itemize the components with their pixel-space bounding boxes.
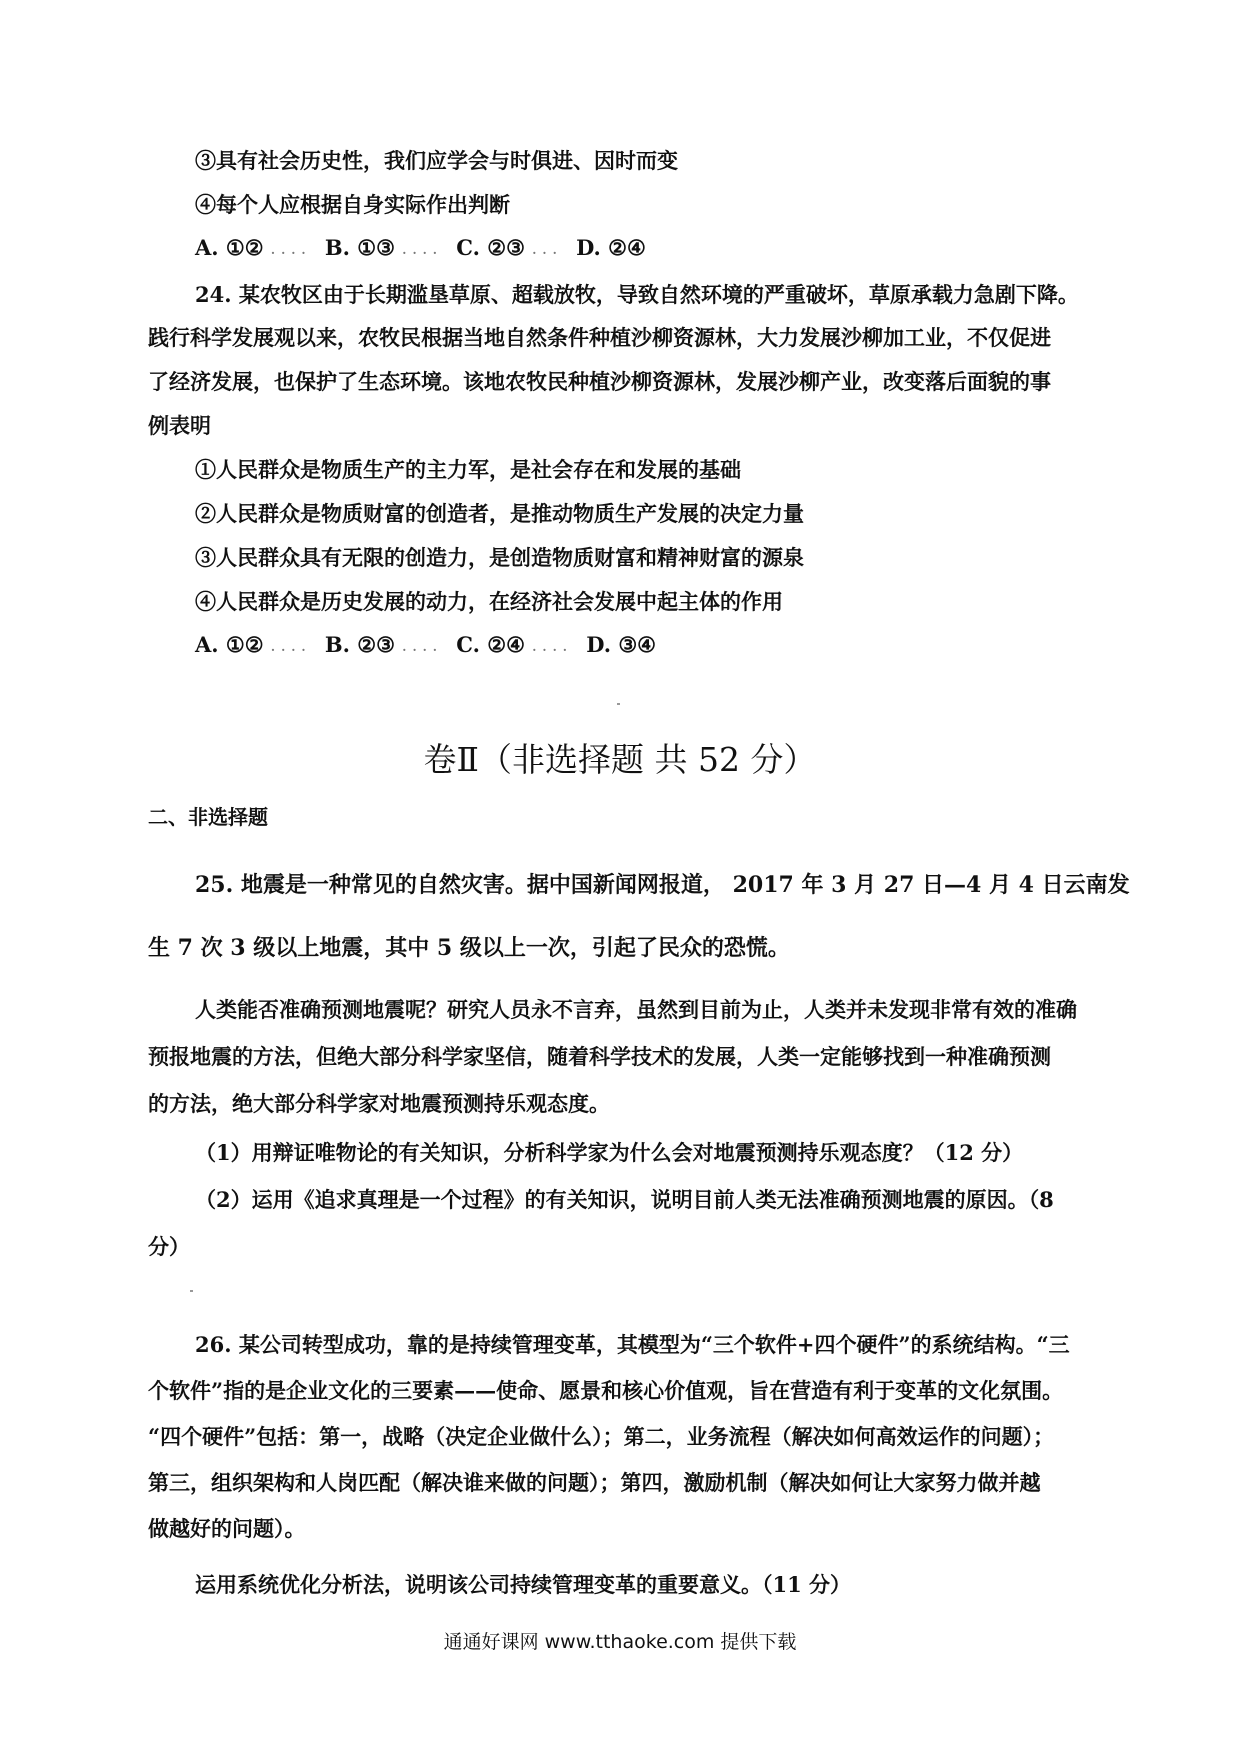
section-2-heading: 二、非选择题 <box>148 805 268 829</box>
q26-stem-line-4: 第三，组织架构和人岗匹配（解决谁来做的问题）；第四，激励机制（解决如何让大家努力做并越 <box>148 1470 1041 1495</box>
q23-choice-d: D. ②④ <box>576 235 646 260</box>
q25-stem-line-2: 生 7 次 3 级以上地震，其中 5 级以上一次，引起了民众的恐慌。 <box>148 935 790 961</box>
q24-choices <box>195 630 656 662</box>
q25-sub-question-1: （1）用辩证唯物论的有关知识，分析科学家为什么会对地震预测持乐观态度？（12 分） <box>195 1140 1024 1165</box>
q24-choice-d: D. ③④ <box>586 632 657 657</box>
scan-speck <box>617 703 620 705</box>
q23-option-3: ③具有社会历史性，我们应学会与时俱进、因时而变 <box>195 148 678 173</box>
q23-choice-c: C. ②③ <box>456 235 525 260</box>
q23-choice-b: B. ①③ <box>324 235 395 260</box>
dot-leader: .... <box>270 242 312 257</box>
q24-stem-line-3: 了经济发展，也保护了生态环境。该地农牧民种植沙柳资源林，发展沙柳产业，改变落后面貌的事 <box>148 369 1051 394</box>
q24-choice-c: C. ②④ <box>456 632 525 657</box>
dot-leader: .... <box>402 639 443 654</box>
scan-speck <box>190 1290 193 1292</box>
q25-sub-question-2-line-1: （2）运用《追求真理是一个过程》的有关知识，说明目前人类无法准确预测地震的原因。（8 <box>195 1187 1054 1212</box>
dot-leader: .... <box>402 242 443 257</box>
q24-choice-b: B. ②③ <box>324 632 395 657</box>
q24-option-3: ③人民群众具有无限的创造力，是创造物质财富和精神财富的源泉 <box>195 545 804 570</box>
q25-sub-question-2-line-2: 分） <box>148 1234 190 1259</box>
q26-stem-line-5: 做越好的问题）。 <box>148 1516 306 1541</box>
dot-leader: ... <box>532 242 563 257</box>
dot-leader: .... <box>270 639 312 654</box>
q24-choice-a: A. ①② <box>195 632 264 657</box>
dot-leader: .... <box>532 639 573 654</box>
q25-material-line-1: 人类能否准确预测地震呢？研究人员永不言弃，虽然到目前为止，人类并未发现非常有效的准确 <box>195 997 1077 1022</box>
q26-stem-line-3: “四个硬件”包括：第一，战略（决定企业做什么）；第二，业务流程（解决如何高效运作的问题）； <box>148 1424 1055 1449</box>
q24-stem-line-2: 践行科学发展观以来，农牧民根据当地自然条件种植沙柳资源林，大力发展沙柳加工业，不仅促进 <box>148 325 1051 350</box>
section-2-title: 卷Ⅱ（非选择题 共 52 分） <box>423 740 817 779</box>
q24-stem-line-4: 例表明 <box>148 413 211 438</box>
q23-choices <box>195 233 646 265</box>
q23-choice-a: A. ①② <box>195 235 264 260</box>
q24-option-1: ①人民群众是物质生产的主力军，是社会存在和发展的基础 <box>195 457 741 482</box>
q25-stem-line-1: 25. 地震是一种常见的自然灾害。据中国新闻网报道， 2017 年 3 月 27 日—4 月 4 日云南发 <box>195 872 1130 898</box>
q24-stem-line-1: 24. 某农牧区由于长期滥垦草原、超载放牧，导致自然环境的严重破坏，草原承载力急剧下降。 <box>195 282 1079 307</box>
q25-material-line-3: 的方法，绝大部分科学家对地震预测持乐观态度。 <box>148 1091 610 1116</box>
q23-option-4: ④每个人应根据自身实际作出判断 <box>195 192 510 217</box>
q24-option-4: ④人民群众是历史发展的动力，在经济社会发展中起主体的作用 <box>195 589 783 614</box>
q26-stem-line-1: 26. 某公司转型成功，靠的是持续管理变革，其模型为“三个软件+四个硬件”的系统结构。“三 <box>195 1332 1070 1357</box>
page-footer: 通通好课网 www.tthaoke.com 提供下载 <box>443 1631 797 1653</box>
q24-option-2: ②人民群众是物质财富的创造者，是推动物质生产发展的决定力量 <box>195 501 804 526</box>
q25-material-line-2: 预报地震的方法，但绝大部分科学家坚信，随着科学技术的发展，人类一定能够找到一种准确预测 <box>148 1044 1051 1069</box>
q26-question: 运用系统优化分析法，说明该公司持续管理变革的重要意义。（11 分） <box>195 1572 852 1597</box>
q26-stem-line-2: 个软件”指的是企业文化的三要素——使命、愿景和核心价值观，旨在营造有利于变革的文化氛围。 <box>148 1378 1064 1403</box>
